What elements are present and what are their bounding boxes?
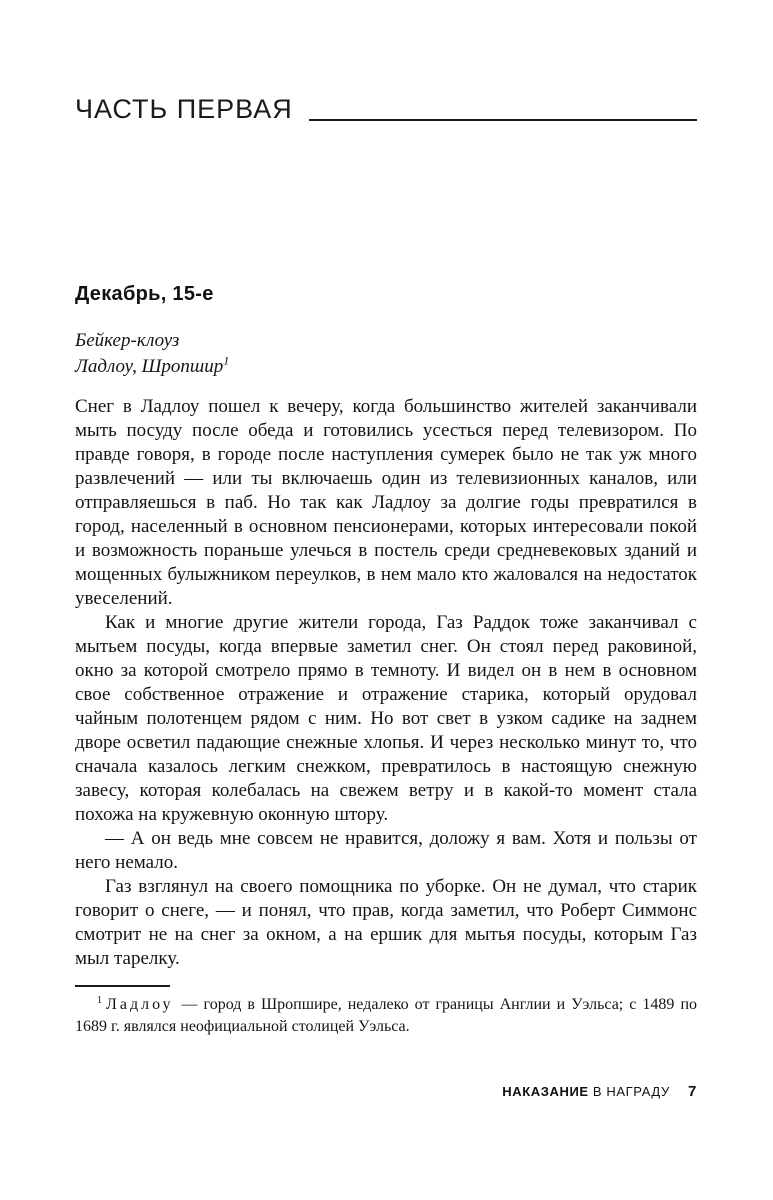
location-line-2 (75, 354, 697, 380)
body-text (75, 395, 697, 971)
footnote-text: — город в Шропшире, недалеко от границы Англии и Уэльса; с 1489 по 1689 г. являлся неофициальной столицей Уэльса. (75, 996, 698, 1035)
location-line-2-text: Ладлоу, Шропшир (75, 356, 224, 377)
running-footer (502, 1083, 697, 1100)
footnote-ref-marker: 1 (223, 353, 230, 368)
part-title-row (75, 94, 697, 125)
body-paragraph: Снег в Ладлоу пошел к вечеру, когда большинство жителей заканчивали мыть посуду после обеда и готовились усесться перед телевизором. По правде говоря, в городе после наступления сумерек было не так уж много развлечений — или ты включаешь один из телевизионных каналов, или отправляешься в паб. Но так как Ладлоу за долгие годы превратился в город, населенный в основном пенсионерами, которых интересовали покой и возможность пораньше улечься в постель среди средневековых зданий и мощенных булыжником переулков, в нем мало кто жаловался на недостаток увеселений. (75, 396, 697, 609)
part-title-rule (309, 119, 697, 121)
footnote (75, 994, 697, 1038)
chapter-location (75, 328, 697, 380)
footnote-rule (75, 985, 170, 987)
body-paragraph: Газ взглянул на своего помощника по уборке. Он не думал, что старик говорит о снеге, — и понял, что прав, когда заметил, что Роберт Симмонс смотрит не на снег за окном, а на ершик для мытья посуды, которым Газ мыл тарелку. (75, 876, 697, 969)
footer-book-title-strong: НАКАЗАНИЕ (502, 1084, 589, 1099)
part-title: ЧАСТЬ ПЕРВАЯ (75, 94, 293, 124)
page-content (75, 0, 697, 1038)
page-number: 7 (688, 1083, 697, 1100)
chapter-date-heading: Декабрь, 15-е (75, 283, 214, 305)
body-paragraph: Как и многие другие жители города, Газ Раддок тоже заканчивал с мытьем посуды, когда впервые заметил снег. Он стоял перед раковиной, окно за которой смотрело прямо в темноту. И видел он в нем в основном свое собственное отражение и отражение старика, который орудовал чайным полотенцем рядом с ним. Но вот свет в узком садике на заднем дворе осветил падающие снежные хлопья. И через несколько минут то, что сначала казалось легким снежком, превратилось в настоящую снежную завесу, которая колебалась на свежем ветру и в какой-то момент стала похожа на кружевную оконную штору. (75, 612, 697, 825)
location-line-1: Бейкер-клоуз (75, 330, 180, 351)
footer-book-title-rest: В НАГРАДУ (592, 1084, 670, 1099)
body-paragraph-dialogue: — А он ведь мне совсем не нравится, доложу я вам. Хотя и пользы от него немало. (75, 828, 697, 873)
footnote-marker: 1 (97, 994, 102, 1006)
footnote-term: Ладлоу (106, 996, 174, 1013)
